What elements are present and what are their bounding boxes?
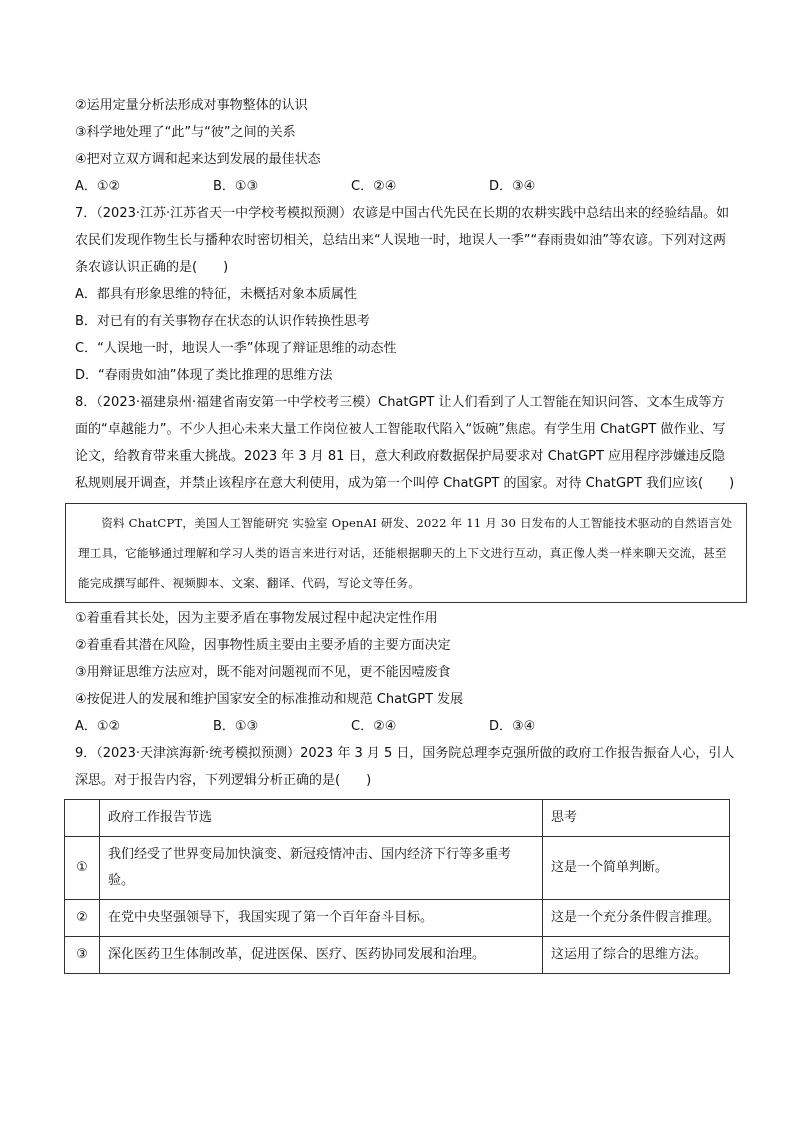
q8-option-b: B．①③ [213,719,259,734]
q6-item: ④把对立双方调和起来达到发展的最佳状态 [75,152,321,167]
row-excerpt: 在党中央坚强领导下，我国实现了第一个百年奋斗目标。 [100,900,543,937]
table-row [65,937,730,974]
q7-stem: 7．（2023·江苏·江苏省天一中学校考模拟预测）农谚是中国古代先民在长期的农耕实践中总结出来的经验结晶。如农民们发现作物生长与播种农时密切相关，总结出来“人误地一时，地误人一季”“春雨贵如油”等农谚。下列对这两条农谚认识正确的是( ) [75,206,730,275]
q6-option-c: C．②④ [351,179,397,194]
q6-option-d: D．③④ [489,179,536,194]
q7-choice-a: A．都具有形象思维的特征，未概括对象本质属性 [75,287,357,302]
row-number: ② [65,900,100,937]
q6-item: ③科学地处理了“此”与“彼”之间的关系 [75,125,296,140]
q6-item: ②运用定量分析法形成对事物整体的认识 [75,98,308,113]
q6-option-b: B．①③ [213,179,259,194]
q7-choice-c: C．“人误地一时，地误人一季”体现了辩证思维的动态性 [75,341,397,356]
table-header-cell: 思考 [543,800,730,837]
q8-item: ②着重看其潜在风险，因事物性质主要由主要矛盾的主要方面决定 [75,638,451,653]
q9-stem: 9．（2023·天津滨海新·统考模拟预测）2023 年 3 月 5 日，国务院总理李克强所做的政府工作报告振奋人心，引人深思。对于报告内容，下列逻辑分析正确的是( ) [75,746,735,788]
row-number: ③ [65,937,100,974]
q6-options [75,173,735,200]
q7-choice-d: D．“春雨贵如油”体现了类比推理的思维方法 [75,368,333,383]
row-excerpt: 深化医药卫生体制改革，促进医保、医疗、医药协同发展和治理。 [100,937,543,974]
table-row [65,900,730,937]
q8-option-c: C．②④ [351,719,397,734]
table-header-cell [65,800,100,837]
q8-stem: 8．（2023·福建泉州·福建省南安第一中学校考三模）ChatGPT 让人们看到了人工智能在知识问答、文本生成等方面的“卓越能力”。不少人担心未来大量工作岗位被人工智能取代陷入“饭碗”焦虑。有学生用 ChatGPT 做作业、写论文，给教育带来重大挑战。2023 年 3 月 81 日，意大利政府数据保护局要求对 ChatGPT 应用程序涉嫌违反隐私规则展开调查，并禁止该程序在意大利使用，成为第一个叫停 ChatGPT 的国家。对待 ChatGPT 我们应该( ) [75,395,735,491]
q8-option-d: D．③④ [489,719,536,734]
q8-item: ③用辩证思维方法应对，既不能对问题视而不见，更不能因噎废食 [75,665,451,680]
q8-option-a: A．①② [75,719,121,734]
row-number: ① [65,837,100,900]
table-header-row [65,800,730,837]
row-thought: 这是一个充分条件假言推理。 [543,900,730,937]
question-content [75,92,735,974]
q6-tail [75,92,735,200]
row-thought: 这是一个简单判断。 [543,837,730,900]
q8-material-box: 资料 ChatCPT，美国人工智能研究 实验室 OpenAI 研发、2022 年 11 月 30 日发布的人工智能技术驱动的自然语言处理工具，它能够通过理解和学习人类的语言来进行对话，还能根据聊天的上下文进行互动，真正像人类一样来聊天交流，甚至能完成撰写邮件、视频脚本、文案、翻译、代码，写论文等任务。 [65,503,747,603]
q8-item: ①着重看其长处，因为主要矛盾在事物发展过程中起决定性作用 [75,611,438,626]
q7-choice-b: B．对已有的有关事物存在状态的认识作转换性思考 [75,314,370,329]
table-header-cell: 政府工作报告节选 [100,800,543,837]
q8-item: ④按促进人的发展和维护国家安全的标准推动和规范 ChatGPT 发展 [75,692,464,707]
question-9 [75,740,735,974]
q6-option-a: A．①② [75,179,121,194]
row-excerpt: 我们经受了世界变局加快演变、新冠疫情冲击、国内经济下行等多重考验。 [100,837,543,900]
question-8 [75,389,735,740]
q8-options [75,713,735,740]
question-7 [75,200,735,389]
row-thought: 这运用了综合的思维方法。 [543,937,730,974]
table-row [65,837,730,900]
q9-report-table [64,799,730,974]
